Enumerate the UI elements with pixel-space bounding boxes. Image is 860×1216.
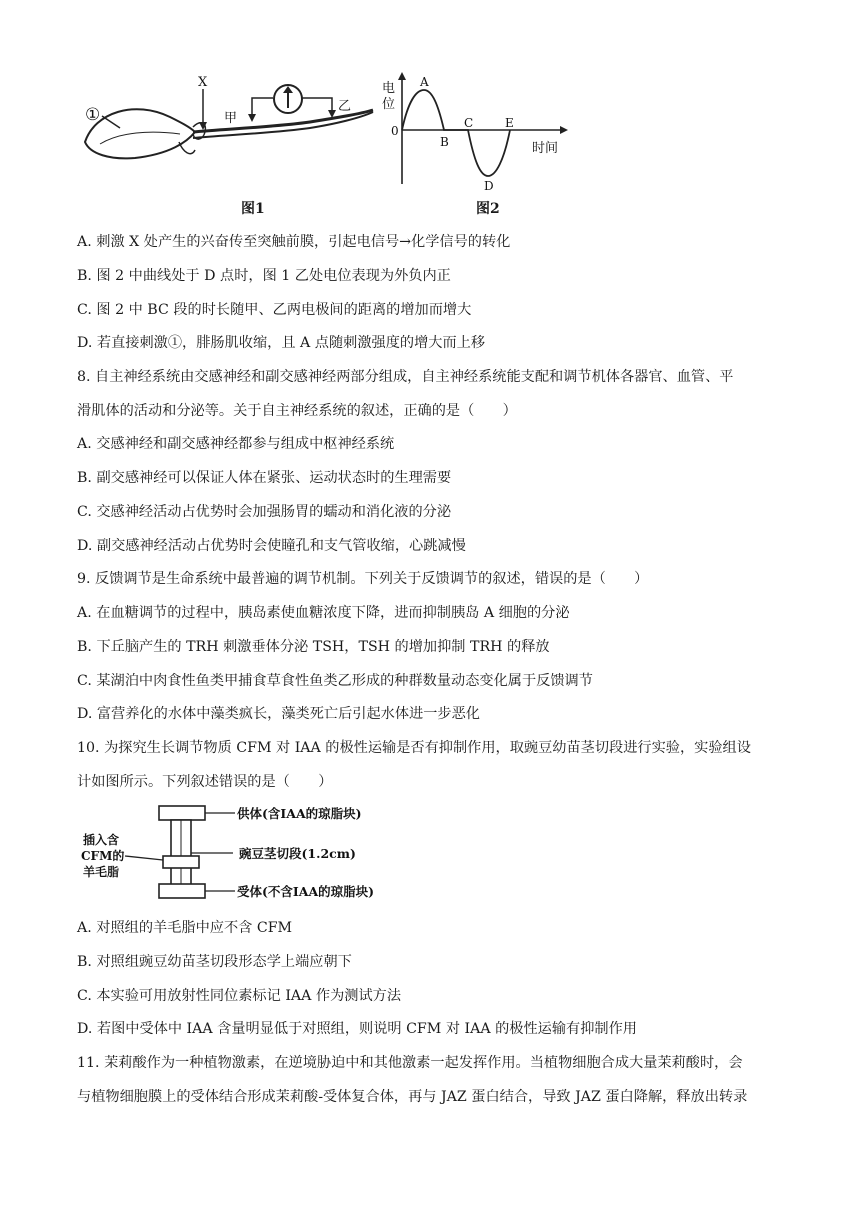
q8-option-c: C. 交感神经活动占优势时会加强肠胃的蠕动和消化液的分泌 [77,504,452,520]
electrode-jia-label: 甲 [224,111,238,126]
q8-option-d: D. 副交感神经活动占优势时会使瞳孔和支气管收缩，心跳减慢 [77,538,466,554]
receiver-agar-block [159,884,205,898]
q10-stem-line1: 10. 为探究生长调节物质 CFM 对 IAA 的极性运输是否有抑制作用，取豌豆幼苗茎切段进行实验，实验组设 [77,740,751,756]
circle-one-label: ① [85,105,101,125]
origin-zero: 0 [391,124,399,138]
q10-option-c: C. 本实验可用放射性同位素标记 IAA 作为测试方法 [77,988,402,1004]
q10-option-b: B. 对照组豌豆幼苗茎切段形态学上端应朝下 [77,954,352,970]
q8-option-a: A. 交感神经和副交感神经都参与组成中枢神经系统 [77,436,395,452]
point-d-label: D [484,179,494,192]
figure-2-potential-graph [378,72,578,192]
q11-line2: 与植物细胞膜上的受体结合形成茉莉酸-受体复合体，再与 JAZ 蛋白结合，导致 JAZ 蛋白降解，释放出转录 [77,1089,748,1105]
q9-option-c: C. 某湖泊中肉食性鱼类甲捕食草食性鱼类乙形成的种群数量动态变化属于反馈调节 [77,673,593,689]
donor-agar-block [159,806,205,820]
lanolin-label-line3: 羊毛脂 [83,865,120,879]
q10-stem-line2: 计如图所示。下列叙述错误的是（ ） [77,774,333,790]
q8-stem-line2: 滑肌体的活动和分泌等。关于自主神经系统的叙述，正确的是（ ） [77,403,517,419]
figure-3-iaa-transport-diagram [75,800,435,904]
q7-option-a: A. 刺激 X 处产生的兴奋传至突触前膜，引起电信号→化学信号的转化 [77,234,511,250]
q7-option-c: C. 图 2 中 BC 段的时长随甲、乙两电极间的距离的增加而增大 [77,302,472,318]
q10-option-d: D. 若图中受体中 IAA 含量明显低于对照组，则说明 CFM 对 IAA 的极性运输有抑制作用 [77,1021,637,1037]
receiver-label: 受体(不含IAA的琼脂块) [237,884,375,899]
stem-segment-label: 豌豆茎切段(1.2cm) [239,846,356,861]
point-c-label: C [464,116,474,130]
point-e-label: E [505,116,514,130]
q10-option-a: A. 对照组的羊毛脂中应不含 CFM [77,920,293,936]
q8-stem-line1: 8. 自主神经系统由交感神经和副交感神经两部分组成，自主神经系统能支配和调节机体各器官、血管、平 [77,369,734,385]
q9-stem: 9. 反馈调节是生命系统中最普遍的调节机制。下列关于反馈调节的叙述，错误的是（ ） [77,571,649,587]
lanolin-ring [163,856,199,868]
figure-1-nerve-muscle-diagram [75,72,385,172]
electrode-yi-label: 乙 [338,99,352,114]
donor-label: 供体(含IAA的琼脂块) [237,806,362,821]
x-axis-label: 时间 [532,141,559,156]
figure-1-caption: 图1 [241,201,265,217]
q8-option-b: B. 副交感神经可以保证人体在紧张、运动状态时的生理需要 [77,470,452,486]
lanolin-label-line1: 插入含 [83,833,120,847]
q11-line1: 11. 茉莉酸作为一种植物激素，在逆境胁迫中和其他激素一起发挥作用。当植物细胞合成大量茉莉酸时，会 [77,1055,743,1071]
q9-option-d: D. 富营养化的水体中藻类疯长，藻类死亡后引起水体进一步恶化 [77,706,480,722]
point-a-label: A [420,75,429,89]
y-axis-label-char2: 位 [382,97,396,112]
stimulus-x-label: X [198,75,208,90]
potential-curve [402,90,510,176]
y-axis-label-char1: 电 [382,81,396,96]
q9-option-a: A. 在血糖调节的过程中，胰岛素使血糖浓度下降，进而抑制胰岛 A 细胞的分泌 [77,605,570,621]
q9-option-b: B. 下丘脑产生的 TRH 刺激垂体分泌 TSH，TSH 的增加抑制 TRH 的释放 [77,639,550,655]
q7-option-b: B. 图 2 中曲线处于 D 点时，图 1 乙处电位表现为外负内正 [77,268,451,284]
point-b-label: B [440,135,449,149]
figure-2-caption: 图2 [476,201,500,217]
q7-option-d: D. 若直接刺激①，腓肠肌收缩，且 A 点随刺激强度的增大而上移 [77,335,486,351]
lanolin-label-line2: CFM的 [81,849,125,863]
